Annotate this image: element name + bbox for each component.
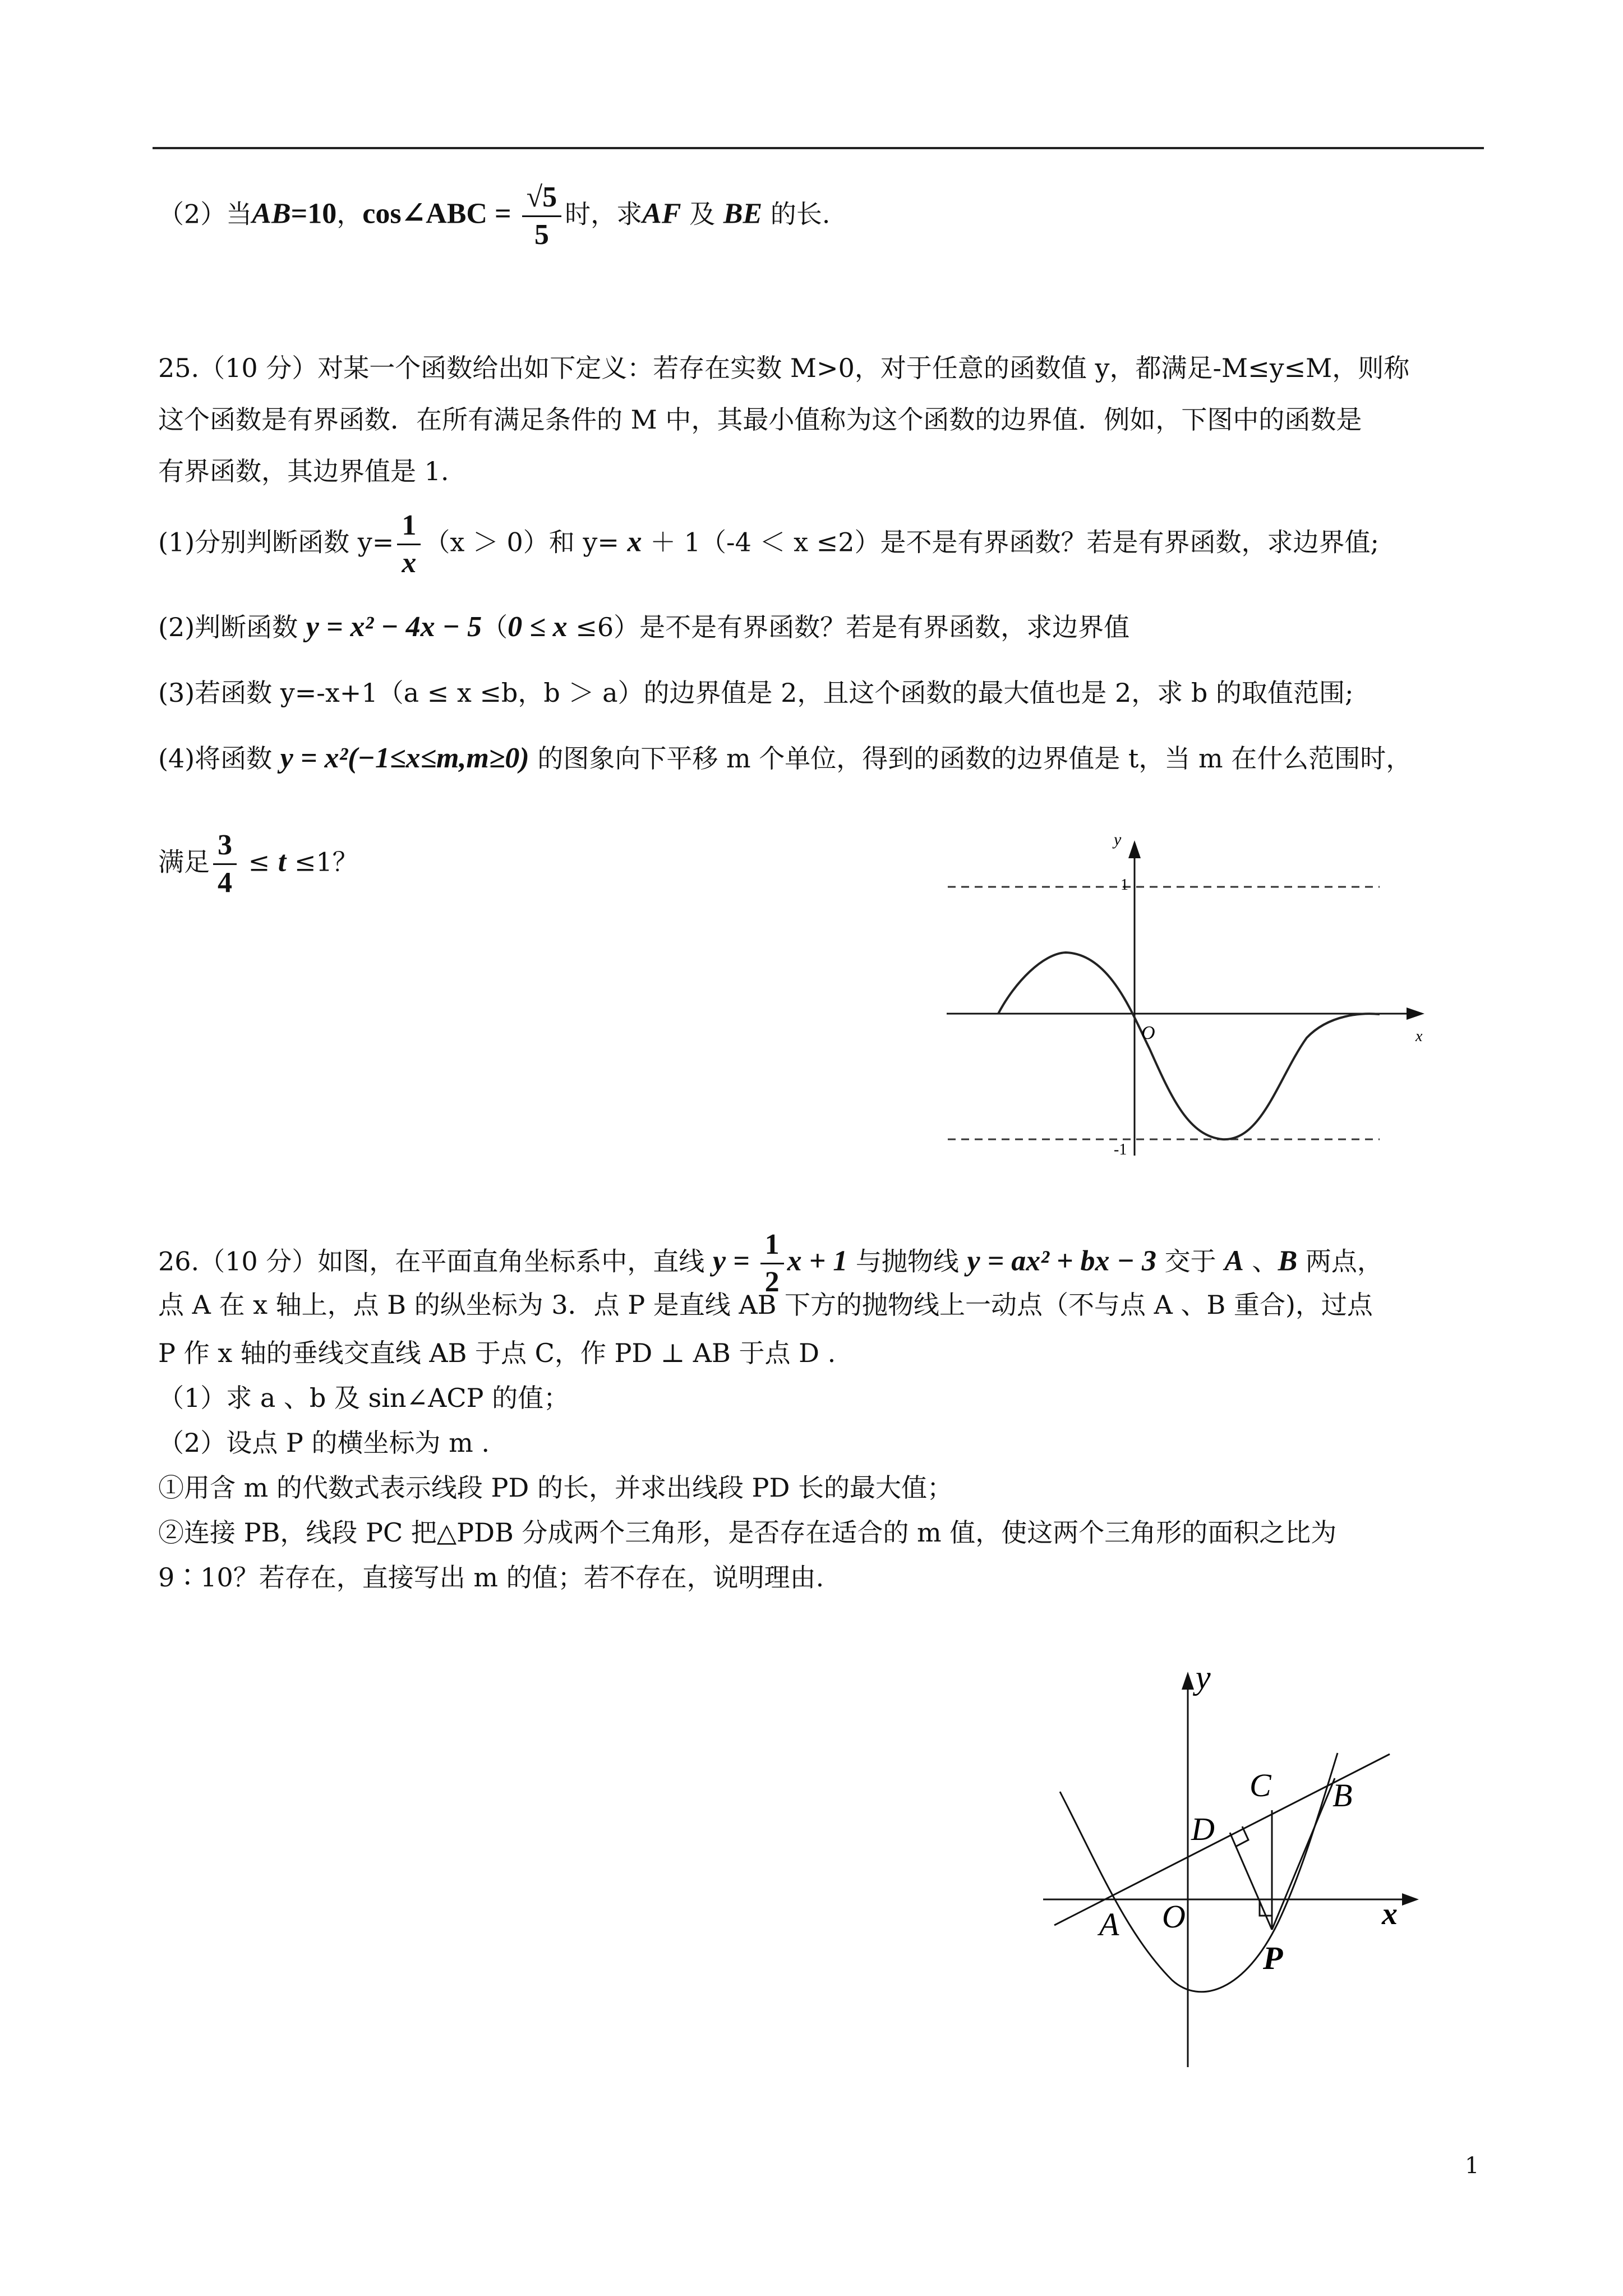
q26-line3: P 作 x 轴的垂线交直线 AB 于点 C，作 PD ⊥ AB 于点 D . xyxy=(158,1338,836,1368)
q26-line2: 点 A 在 x 轴上，点 B 的纵坐标为 3．点 P 是直线 AB 下方的抛物线上一动点（不与点 A 、B 重合)，过点 xyxy=(158,1290,1373,1320)
q26-part2-sub2-line1: ②连接 PB，线段 PC 把△PDB 分成两个三角形，是否存在适合的 m 值，使这两个三角形的面积之比为 xyxy=(158,1517,1337,1548)
point-a-label: A xyxy=(1099,1906,1119,1943)
text-segment: 及 xyxy=(681,199,723,229)
text-segment: （ xyxy=(482,612,508,642)
math-ab: AB xyxy=(252,197,291,230)
fraction-numerator: √5 xyxy=(522,180,562,217)
origin-label: O xyxy=(1141,1023,1155,1043)
q26-part2-sub2-line2: 9∶10？若存在，直接写出 m 的值；若不存在，说明理由. xyxy=(158,1562,824,1593)
text-segment: 交于 xyxy=(1156,1246,1225,1277)
math-ten: 10 xyxy=(307,197,337,230)
header-rule xyxy=(153,147,1484,149)
q25-part4-condition xyxy=(158,827,358,901)
q25-part3: (3)若函数 y=-x+1（a ≤ x ≤b，b ＞ a）的边界值是 2，且这个函数的最大值也是 2，求 b 的取值范围; xyxy=(158,678,1354,708)
origin-label: O xyxy=(1162,1898,1186,1935)
text-segment: ， xyxy=(336,199,363,229)
math-domain-start: 0 ≤ x xyxy=(508,611,568,643)
y-axis-label: y xyxy=(1196,1659,1211,1696)
q25-intro-line1: 25.（10 分）对某一个函数给出如下定义：若存在实数 M>0，对于任意的函数值 y，都满足-M≤y≤M，则称 xyxy=(158,353,1410,383)
q26-part2-sub1: ①用含 m 的代数式表示线段 PD 的长，并求出线段 PD 长的最大值； xyxy=(158,1473,953,1503)
math-parabola: y = ax² + bx − 3 xyxy=(967,1245,1156,1277)
math-eq: = xyxy=(291,197,308,230)
fraction-one-over-x xyxy=(397,508,421,581)
point-b-label: B xyxy=(1332,1777,1353,1814)
text-segment: ＋ 1（-4 ＜ x ≤2）是不是有界函数？若是有界函数，求边界值; xyxy=(642,527,1379,558)
text-segment: 满足 xyxy=(158,846,210,877)
math-eq: = xyxy=(487,197,519,230)
fraction-sqrt5-over-5 xyxy=(522,180,562,253)
text-segment: 、 xyxy=(1243,1246,1278,1277)
point-p-label: P xyxy=(1263,1940,1283,1976)
math-quadratic: y = x² − 4x − 5 xyxy=(306,611,482,643)
q25-part2 xyxy=(158,610,1129,644)
x-axis-arrow xyxy=(1407,1007,1424,1020)
text-segment: 与抛物线 xyxy=(847,1246,967,1277)
q25-intro-line2: 这个函数是有界函数．在所有满足条件的 M 中，其最小值称为这个函数的边界值．例如，下图中的函数是 xyxy=(158,404,1362,435)
tick-label-1: 1 xyxy=(1121,876,1128,894)
text-segment: 两点， xyxy=(1297,1246,1383,1277)
fraction-denominator: 5 xyxy=(534,219,549,251)
math-translated-parabola: y = x²(−1≤x≤m,m≥0) xyxy=(280,742,529,774)
fraction-numerator: 3 xyxy=(213,827,237,865)
math-point-a: A xyxy=(1224,1245,1244,1277)
y-axis-arrow xyxy=(1128,840,1141,858)
math-line-rest: x + 1 xyxy=(787,1245,848,1277)
text-segment: （2）当 xyxy=(158,199,252,229)
text-segment: (1)分别判断函数 y= xyxy=(158,527,394,558)
text-segment: （x ＞ 0）和 y= xyxy=(424,527,628,558)
y-axis-arrow xyxy=(1182,1672,1194,1690)
fraction-three-quarters xyxy=(213,827,237,901)
math-be: BE xyxy=(723,197,763,230)
math-cos-abc: cos∠ABC xyxy=(362,197,487,230)
segment-pb xyxy=(1272,1778,1335,1930)
text-segment: 的长. xyxy=(762,199,831,229)
text-segment: ≤1？ xyxy=(286,846,358,877)
point-d-label: D xyxy=(1191,1811,1215,1847)
text-segment: ≤ xyxy=(240,846,278,877)
text-segment: 的图象向下平移 m 个单位，得到的函数的边界值是 t，当 m 在什么范围时， xyxy=(529,743,1412,774)
function-curve xyxy=(998,953,1380,1139)
q26-coordinate-figure xyxy=(1054,1659,1447,2070)
q25-bounded-function-figure xyxy=(948,830,1453,1161)
x-axis-label: x xyxy=(1382,1897,1398,1931)
text-segment: ≤6）是不是有界函数？若是有界函数，求边界值 xyxy=(567,612,1130,642)
q25-intro-line3: 有界函数，其边界值是 1. xyxy=(158,456,449,486)
fraction-denominator: 2 xyxy=(764,1266,780,1298)
math-y-eq: y = xyxy=(712,1245,757,1277)
fraction-numerator: 1 xyxy=(397,508,421,545)
q26-part2: （2）设点 P 的横坐标为 m . xyxy=(158,1428,490,1458)
fraction-denominator: 4 xyxy=(218,867,232,899)
q25-part4 xyxy=(158,742,1412,775)
text-segment: 26.（10 分）如图，在平面直角坐标系中，直线 xyxy=(158,1246,713,1277)
fraction-denominator: x xyxy=(402,547,417,579)
y-axis-label: y xyxy=(1114,830,1122,849)
tick-label-minus-1: -1 xyxy=(1114,1141,1127,1158)
math-point-b: B xyxy=(1278,1245,1298,1277)
fraction-numerator: 1 xyxy=(760,1227,784,1264)
q26-part1: （1）求 a 、b 及 sin∠ACP 的值； xyxy=(158,1383,570,1413)
q25-part1 xyxy=(158,508,1379,581)
text-segment: (2)判断函数 xyxy=(158,612,306,642)
math-t: t xyxy=(278,845,287,878)
x-axis-label: x xyxy=(1415,1028,1423,1045)
text-segment: 时，求 xyxy=(565,199,643,229)
point-c-label: C xyxy=(1249,1767,1271,1803)
math-af: AF xyxy=(642,197,681,230)
page-number: 1 xyxy=(1465,2153,1479,2179)
text-segment: (4)将函数 xyxy=(158,743,280,774)
math-x: x xyxy=(627,526,642,558)
q24-part2-line xyxy=(158,180,830,253)
x-axis-arrow xyxy=(1402,1893,1419,1906)
